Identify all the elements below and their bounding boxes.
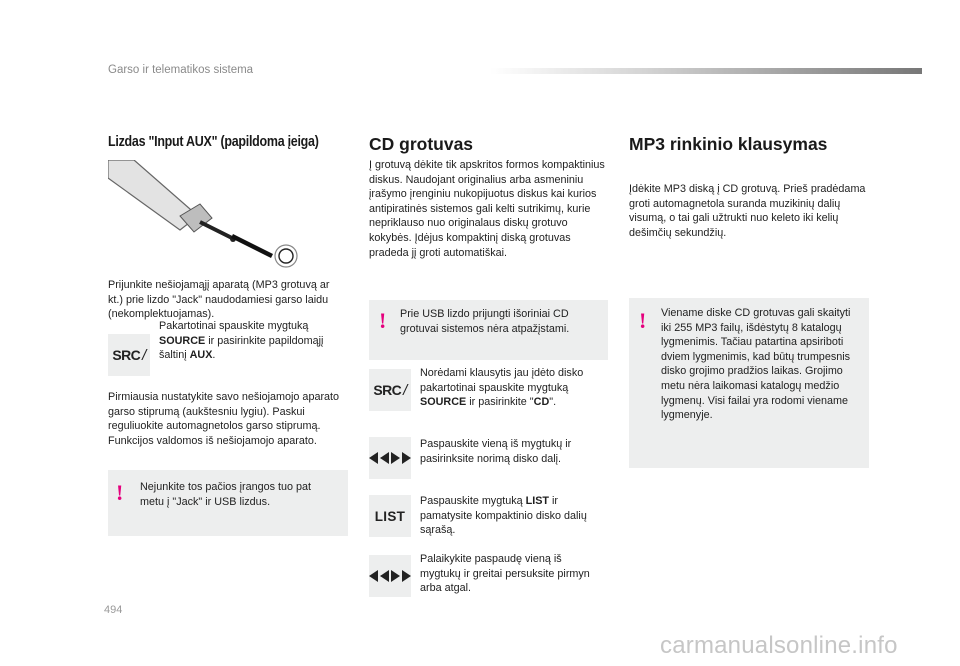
list-button-icon: LIST — [369, 495, 411, 537]
aux-source-text: Pakartotinai spauskite mygtuką SOURCE ir pasirinkite papildomąjį šaltinį AUX. — [159, 320, 324, 362]
src-button-icon: SRC / — [369, 369, 411, 411]
page-number: 494 — [104, 604, 123, 616]
aux-heading: Lizdas "Input AUX" (papildoma įeiga) — [108, 134, 319, 150]
seek-buttons-icon — [369, 437, 411, 479]
aux-warning-box — [108, 470, 348, 536]
cd-heading: CD grotuvas — [369, 134, 474, 154]
aux-volume-text: Pirmiausia nustatykite savo nešiojamojo aparato garso stiprumą (aukštesniu lygiu). Paskui reguliuokite automagnetolos garso stiprumą. Funkcijos valdomos iš nešiojamojo aparato. — [108, 391, 340, 447]
cd-warning-text: Prie USB lizdo prijungti išoriniai CD grotuvai sistemos nėra atpažįstami. — [400, 308, 570, 335]
warning-icon: ! — [116, 480, 124, 505]
cd-fastseek-text: Palaikykite paspaudę vieną iš mygtukų ir greitai persuksite pirmyn arba atgal. — [420, 553, 590, 595]
mp3-instructions: Įdėkite MP3 diską į CD grotuvą. Prieš pradėdama groti automagnetola suranda muzikinių dalių visumą, o tai gali užtrukti nuo keleto iki kelių dešimčių sekundžių. — [629, 183, 866, 239]
mp3-heading: MP3 rinkinio klausymas — [629, 134, 828, 154]
cd-warning-box — [369, 300, 608, 360]
jack-plug-icon — [108, 160, 304, 272]
section-title: Garso ir telematikos sistema — [108, 64, 254, 76]
cd-list-text: Paspauskite mygtuką LIST ir pamatysite kompaktinio disko dalių sąrašą. — [420, 495, 587, 537]
mp3-warning-box — [629, 298, 869, 468]
fast-seek-buttons-icon — [369, 555, 411, 597]
warning-icon: ! — [379, 308, 387, 333]
src-button-icon: SRC / — [108, 334, 150, 376]
warning-icon: ! — [639, 308, 647, 333]
cd-instructions: Į grotuvą dėkite tik apskritos formos kompaktinius diskus. Naudojant originalius arba asmeniniu įrašymo įrenginiu nukopijuotus diskus kai kurios antipiratinės sistemos gali kelti sutrikimų, kurie nepriklauso nuo originalaus diskų grotuvo kokybės. Įdėjus kompaktinį diską grotuvas pradeda jį groti automatiškai. — [369, 159, 605, 259]
mp3-warning-text: Viename diske CD grotuvas gali skaityti iki 255 MP3 failų, išdėstytų 8 katalogų lygmenimis. Tačiau patartina apsiriboti dviem lygmenimis, kad būtų trumpesnis disko grojimo pradžios laikas. Grojimo metu nėra laikomasi katalogų medžio lygmenų. Visi failai yra rodomi viename lygmenyje. — [661, 307, 851, 422]
aux-warning-text: Nejunkite tos pačios įrangos tuo pat metu į "Jack" ir USB lizdus. — [140, 481, 312, 508]
header-divider — [490, 68, 922, 74]
cd-source-text: Norėdami klausytis jau įdėto disko pakartotinai spauskite mygtuką SOURCE ir pasirinkite "CD". — [420, 367, 584, 409]
cd-seek-text: Paspauskite vieną iš mygtukų ir pasirinksite norimą disko dalį. — [420, 438, 572, 465]
aux-instructions: Prijunkite nešiojamąjį aparatą (MP3 grotuvą ar kt.) prie lizdo "Jack" naudodamiesi garso laidu (nekomplektuojamas). — [108, 279, 330, 321]
watermark: carmanualsonline.info — [660, 632, 898, 659]
